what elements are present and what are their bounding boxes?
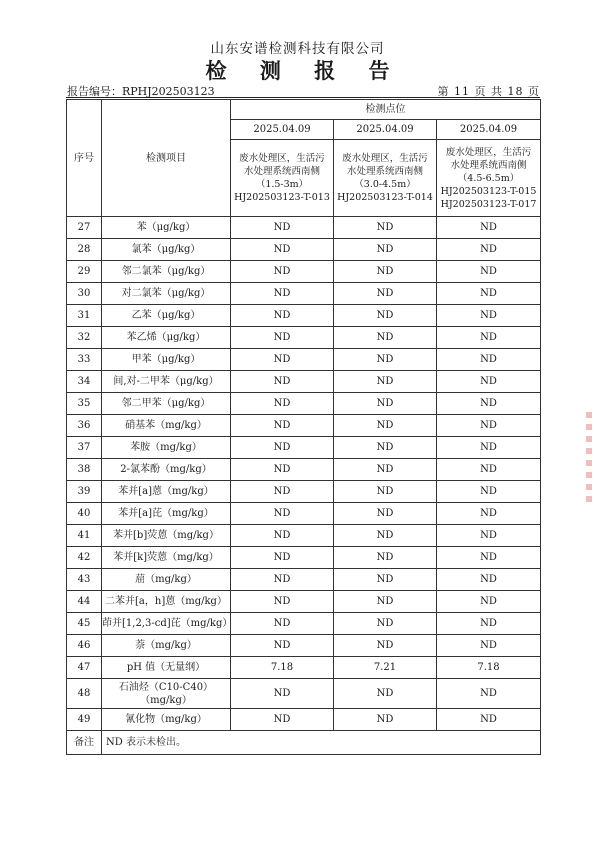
point-date-2: 2025.04.09 — [334, 120, 437, 140]
row-value: ND — [437, 569, 541, 591]
row-value: ND — [437, 239, 541, 261]
col-header-points: 检测点位 — [231, 100, 541, 120]
table-row — [67, 459, 541, 481]
row-index: 38 — [67, 459, 102, 481]
row-value: ND — [437, 635, 541, 657]
table-row — [67, 569, 541, 591]
row-value: ND — [231, 635, 334, 657]
table-row — [67, 349, 541, 371]
row-index: 34 — [67, 371, 102, 393]
location-line: 水处理系统西南侧 — [346, 166, 423, 177]
row-item: 苯乙烯（μg/kg） — [102, 327, 231, 349]
row-value: ND — [334, 613, 437, 635]
table-row — [67, 393, 541, 415]
row-value: ND — [334, 239, 437, 261]
row-index: 28 — [67, 239, 102, 261]
seal-stamp-edge — [586, 412, 592, 502]
row-value: ND — [334, 525, 437, 547]
row-value: ND — [334, 547, 437, 569]
report-number: 报告编号：RPHJ202503123 — [67, 85, 215, 98]
location-line: （3.0-4.5m） — [354, 179, 416, 190]
row-item: 苯并[b]荧蒽（mg/kg） — [102, 525, 231, 547]
row-index: 32 — [67, 327, 102, 349]
row-item: 硝基苯（mg/kg） — [102, 415, 231, 437]
row-index: 44 — [67, 591, 102, 613]
row-value: ND — [334, 635, 437, 657]
table-row — [67, 547, 541, 569]
row-value: ND — [231, 709, 334, 731]
row-value: ND — [231, 393, 334, 415]
table-row — [67, 635, 541, 657]
table-row — [67, 217, 541, 239]
sample-id: HJ202503123-T-014 — [337, 192, 433, 203]
row-item: 乙苯（μg/kg） — [102, 305, 231, 327]
table-row — [67, 305, 541, 327]
row-value: ND — [437, 525, 541, 547]
row-item: 茚并[1,2,3-cd]芘（mg/kg） — [102, 613, 231, 635]
row-item: 对二氯苯（μg/kg） — [102, 283, 231, 305]
row-value: ND — [334, 371, 437, 393]
row-value: ND — [437, 349, 541, 371]
table-row — [67, 503, 541, 525]
location-line: 废水处理区，生活污 — [445, 146, 532, 158]
row-item: 氯苯（μg/kg） — [102, 239, 231, 261]
row-item: 间,对-二甲苯（μg/kg） — [102, 371, 231, 393]
row-value: ND — [437, 459, 541, 481]
location-line: 废水处理区，生活污 — [239, 153, 325, 164]
row-value: ND — [231, 525, 334, 547]
row-value: ND — [231, 613, 334, 635]
row-index: 46 — [67, 635, 102, 657]
row-value: ND — [231, 547, 334, 569]
table-row — [67, 525, 541, 547]
location-line: 废水处理区，生活污 — [342, 153, 428, 164]
table-row — [67, 415, 541, 437]
row-index: 48 — [67, 679, 102, 709]
row-value: 7.21 — [334, 657, 437, 679]
row-value: ND — [334, 569, 437, 591]
row-value: ND — [437, 547, 541, 569]
row-value: ND — [231, 327, 334, 349]
row-index: 49 — [67, 709, 102, 731]
location-line: （1.5-3m） — [255, 179, 309, 190]
col-header-item: 检测项目 — [102, 100, 231, 217]
table-row — [67, 437, 541, 459]
row-index: 33 — [67, 349, 102, 371]
row-index: 39 — [67, 481, 102, 503]
row-value: ND — [231, 569, 334, 591]
point-date-3: 2025.04.09 — [437, 120, 541, 140]
page-info: 第 11 页 共 18 页 — [437, 85, 540, 98]
row-index: 45 — [67, 613, 102, 635]
row-value: ND — [231, 305, 334, 327]
row-item: 苯并[a]芘（mg/kg） — [102, 503, 231, 525]
table-row — [67, 613, 541, 635]
row-value: ND — [231, 437, 334, 459]
row-value: 7.18 — [437, 657, 541, 679]
location-line: （4.5-6.5m） — [457, 172, 520, 184]
sample-id: HJ202503123-T-015 — [440, 185, 537, 197]
report-title: 检 测 报 告 — [205, 58, 403, 83]
row-item: 苯并[a]蒽（mg/kg） — [102, 481, 231, 503]
row-value: ND — [437, 437, 541, 459]
row-index: 47 — [67, 657, 102, 679]
row-index: 43 — [67, 569, 102, 591]
row-value: ND — [334, 261, 437, 283]
row-value: ND — [437, 709, 541, 731]
row-item: pH 值（无量纲） — [102, 657, 231, 679]
row-item: 氰化物（mg/kg） — [102, 709, 231, 731]
sample-id: HJ202503123-T-013 — [234, 192, 330, 203]
row-item: 石油烃（C10-C40）（mg/kg） — [102, 679, 231, 709]
point-location-3 — [437, 140, 541, 217]
row-value: ND — [231, 481, 334, 503]
row-value: ND — [437, 481, 541, 503]
row-index: 30 — [67, 283, 102, 305]
row-value: ND — [437, 415, 541, 437]
row-value: ND — [437, 393, 541, 415]
row-item: 邻二氯苯（μg/kg） — [102, 261, 231, 283]
table-row — [67, 283, 541, 305]
row-value: ND — [231, 459, 334, 481]
row-value: ND — [231, 261, 334, 283]
row-value: ND — [231, 591, 334, 613]
row-value: ND — [334, 305, 437, 327]
row-item: 邻二甲苯（μg/kg） — [102, 393, 231, 415]
row-item: 2-氯苯酚（mg/kg） — [102, 459, 231, 481]
row-index: 40 — [67, 503, 102, 525]
table-row — [67, 261, 541, 283]
row-value: ND — [334, 393, 437, 415]
row-index: 42 — [67, 547, 102, 569]
note-row — [67, 731, 541, 755]
table-row — [67, 239, 541, 261]
location-line: 水处理系统西南侧 — [450, 159, 527, 171]
table-row — [67, 591, 541, 613]
company-name: 山东安谱检测科技有限公司 — [210, 41, 385, 57]
row-value: ND — [231, 283, 334, 305]
row-value: ND — [231, 503, 334, 525]
row-value: ND — [231, 217, 334, 239]
header-rule — [66, 97, 540, 98]
row-value: ND — [334, 327, 437, 349]
row-index: 35 — [67, 393, 102, 415]
table-row — [67, 327, 541, 349]
row-item: 䓛（mg/kg） — [102, 569, 231, 591]
row-item: 苯（μg/kg） — [102, 217, 231, 239]
point-location-2 — [334, 140, 437, 217]
col-header-index: 序号 — [67, 100, 102, 217]
row-item: 苯并[k]荧蒽（mg/kg） — [102, 547, 231, 569]
note-label: 备注 — [67, 731, 102, 755]
row-value: ND — [334, 481, 437, 503]
row-value: ND — [334, 415, 437, 437]
row-value: ND — [437, 371, 541, 393]
row-item: 甲苯（μg/kg） — [102, 349, 231, 371]
sample-id: HJ202503123-T-017 — [440, 198, 537, 210]
note-text: ND 表示未检出。 — [102, 731, 541, 755]
row-value: ND — [437, 679, 541, 709]
row-value: ND — [334, 217, 437, 239]
row-index: 36 — [67, 415, 102, 437]
row-index: 31 — [67, 305, 102, 327]
row-value: ND — [334, 437, 437, 459]
row-value: ND — [437, 283, 541, 305]
table-row — [67, 481, 541, 503]
row-value: ND — [231, 679, 334, 709]
point-location-1 — [231, 140, 334, 217]
table-row — [67, 371, 541, 393]
results-table — [66, 99, 541, 755]
row-value: ND — [437, 261, 541, 283]
row-index: 29 — [67, 261, 102, 283]
row-value: ND — [334, 591, 437, 613]
location-line: 水处理系统西南侧 — [243, 166, 320, 177]
row-value: ND — [231, 349, 334, 371]
row-value: ND — [437, 503, 541, 525]
row-item: 萘（mg/kg） — [102, 635, 231, 657]
row-value: ND — [334, 679, 437, 709]
point-date-1: 2025.04.09 — [231, 120, 334, 140]
row-value: ND — [437, 613, 541, 635]
row-index: 41 — [67, 525, 102, 547]
row-value: ND — [334, 283, 437, 305]
row-value: ND — [437, 305, 541, 327]
row-value: ND — [231, 415, 334, 437]
table-row — [67, 709, 541, 731]
row-value: 7.18 — [231, 657, 334, 679]
row-value: ND — [437, 327, 541, 349]
row-value: ND — [437, 591, 541, 613]
row-item: 苯胺（mg/kg） — [102, 437, 231, 459]
table-row — [67, 679, 541, 709]
row-value: ND — [437, 217, 541, 239]
row-value: ND — [334, 459, 437, 481]
row-index: 37 — [67, 437, 102, 459]
table-row — [67, 657, 541, 679]
row-value: ND — [334, 503, 437, 525]
row-value: ND — [231, 371, 334, 393]
row-value: ND — [334, 709, 437, 731]
row-index: 27 — [67, 217, 102, 239]
row-value: ND — [334, 349, 437, 371]
row-item: 二苯并[a，h]蒽（mg/kg） — [102, 591, 231, 613]
row-value: ND — [231, 239, 334, 261]
